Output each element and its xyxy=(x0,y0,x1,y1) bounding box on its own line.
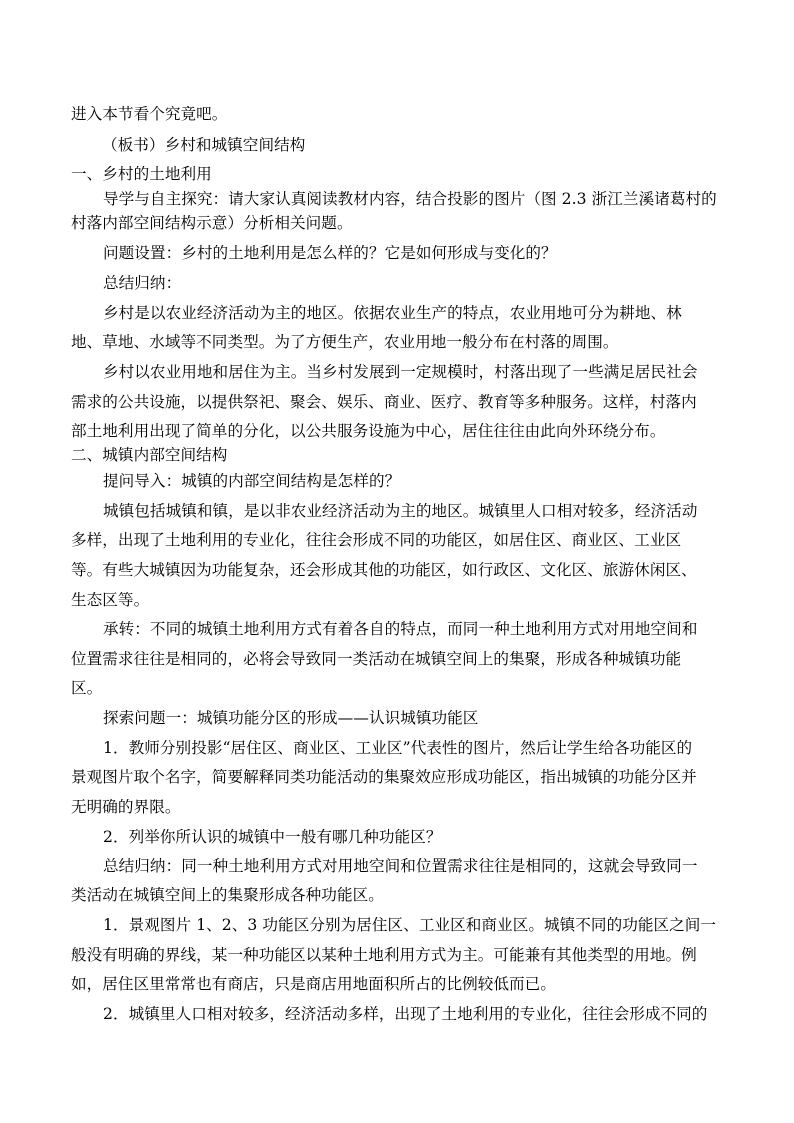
text-line: 提问导入：城镇的内部空间结构是怎样的？ xyxy=(103,472,401,490)
text-line: 2．列举你所认识的城镇中一般有哪几种功能区？ xyxy=(103,828,442,846)
text-line: 般没有明确的界线，某一种功能区以某种土地利用方式为主。可能兼有其他类型的用地。例 xyxy=(71,946,697,964)
text-line: 多样，出现了土地利用的专业化，往往会形成不同的功能区，如居住区、商业区、工业区 xyxy=(71,531,682,549)
text-line: 探索问题一：城镇功能分区的形成——认识城镇功能区 xyxy=(103,709,479,727)
text-line: 村落内部空间结构示意）分析相关问题。 xyxy=(71,214,353,232)
text-line: 区。 xyxy=(71,679,103,697)
text-line: 1．教师分别投影“居住区、商业区、工业区”代表性的图片，然后让学生给各功能区的 xyxy=(103,739,693,757)
text-line: 2．城镇里人口相对较多，经济活动多样，出现了土地利用的专业化，往往会形成不同的 xyxy=(103,1005,708,1023)
text-line: 乡村以农业用地和居住为主。当乡村发展到一定规模时，村落出现了一些满足居民社会 xyxy=(103,363,698,381)
text-line: 乡村是以农业经济活动为主的地区。依据农业生产的特点，农业用地可分为耕地、林 xyxy=(103,304,682,322)
text-line: 景观图片取个名字，简要解释同类功能活动的集聚效应形成功能区，指出城镇的功能分区并 xyxy=(71,768,697,786)
text-line: 位置需求往往是相同的，必将会导致同一类活动在城镇空间上的集聚，形成各种城镇功能 xyxy=(71,650,682,668)
text-line: 等。有些大城镇因为功能复杂，还会形成其他的功能区，如行政区、文化区、旅游休闲区、 xyxy=(71,561,697,579)
text-line: 无明确的界限。 xyxy=(71,798,181,816)
text-line: 进入本节看个究竟吧。 xyxy=(71,105,228,123)
text-line: 需求的公共设施，以提供祭祀、聚会、娱乐、商业、医疗、教育等多种服务。这样，村落内 xyxy=(71,393,697,411)
text-line: 生态区等。 xyxy=(71,591,150,609)
board-heading: （板书）乡村和城镇空间结构 xyxy=(102,136,306,154)
text-line: 如，居住区里常常也有商店，只是商店用地面积所占的比例较低而已。 xyxy=(71,975,556,993)
text-line: 地、草地、水域等不同类型。为了方便生产，农业用地一般分布在村落的周围。 xyxy=(71,333,619,351)
text-line: 1．景观图片 1、2、3 功能区分别为居住区、工业区和商业区。城镇不同的功能区之间一 xyxy=(103,916,717,934)
section-heading-2: 二、城镇内部空间结构 xyxy=(71,446,228,464)
text-line: 部土地利用出现了简单的分化，以公共服务设施为中心，居住往往由此向外环绕分布。 xyxy=(71,422,666,440)
text-line: 总结归纳：同一种土地利用方式对用地空间和位置需求往往是相同的，这就会导致同一 xyxy=(103,857,698,875)
text-line: 总结归纳： xyxy=(103,274,182,292)
text-line: 城镇包括城镇和镇，是以非农业经济活动为主的地区。城镇里人口相对较多，经济活动 xyxy=(103,502,698,520)
text-line: 问题设置：乡村的土地利用是怎么样的？它是如何形成与变化的？ xyxy=(103,244,557,262)
text-line: 类活动在城镇空间上的集聚形成各种功能区。 xyxy=(71,886,384,904)
text-line: 承转：不同的城镇土地利用方式有着各自的特点，而同一种土地利用方式对用地空间和 xyxy=(103,620,698,638)
section-heading-1: 一、乡村的土地利用 xyxy=(71,165,212,183)
text-line: 导学与自主探究：请大家认真阅读教材内容，结合投影的图片（图 2.3 浙江兰溪诸葛村的 xyxy=(103,190,717,208)
